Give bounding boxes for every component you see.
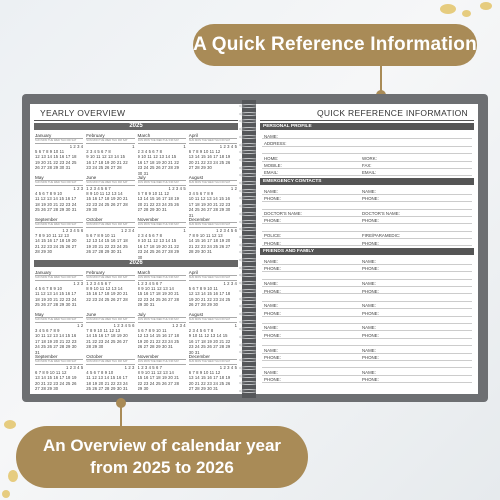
week-row: 1 [234,322,237,328]
bottom-banner-connector [120,402,122,428]
form-row [262,309,472,316]
month-name: March [137,270,151,275]
top-banner-text: A Quick Reference Information [193,34,477,55]
bottom-banner-line-1: An Overview of calendar year [42,436,282,455]
field-label: EMAIL: [264,170,279,176]
form-row [262,224,472,231]
weekday-header: SUN MON TUE WED THU FRI SAT [86,180,134,186]
week-row: 29 30 [86,207,98,213]
week-row: 19 20 21 22 23 24 25 [137,338,180,344]
gold-fleck [440,4,456,14]
month-name: November [137,217,159,222]
month-name: January [35,133,52,138]
field-label: DOCTOR'S NAME: [362,211,400,217]
week-row: 23 24 25 26 27 28 29 [137,249,180,255]
month-calendar [86,353,134,395]
week-row: 18 19 20 21 22 23 24 [86,380,128,386]
weekday-header: SUN MON TUE WED THU FRI SAT [189,222,237,228]
week-row: 11 12 13 14 15 16 17 [35,196,77,202]
week-row: 7 8 9 10 11 12 13 [188,232,223,238]
month-calendar [35,353,83,395]
weekday-header: SUN MON TUE WED THU FRI SAT [35,222,83,228]
week-row: 15 16 17 18 19 20 21 [137,375,180,381]
form-row [262,368,472,375]
week-row: 12 13 14 15 16 17 18 [188,291,231,297]
field-label: PHONE: [362,266,379,272]
week-row: 16 17 18 19 20 21 22 [137,243,180,249]
week-row: 22 23 24 25 26 27 28 [86,201,128,207]
field-label: PHONE: [264,377,281,383]
year-bar: 2025 [34,123,238,130]
gold-fleck [462,10,471,17]
field-label: PHONE: [264,266,281,272]
months-grid [30,132,242,258]
form-row [262,361,472,368]
month-calendar [86,216,134,258]
form-row [262,147,472,154]
weekday-header: SUN MON TUE WED THU FRI SAT [189,180,237,186]
week-row: 23 24 25 26 27 28 29 [188,344,231,350]
week-row: 1 2 3 4 5 6 7 [137,280,163,286]
field-label: DOCTOR'S NAME: [264,211,302,217]
month-name: October [86,354,103,359]
month-name: December [188,217,210,222]
field-label: NAME: [362,258,376,264]
week-row: 18 19 20 21 22 23 24 [35,296,77,302]
week-row: 28 29 30 31 [188,249,212,255]
week-row: 16 17 18 19 20 21 22 [86,159,128,165]
week-row: 7 8 9 10 11 12 13 [86,327,121,333]
month-calendar [35,216,83,258]
month-name: August [188,312,204,317]
month-name: February [86,270,105,275]
week-row: 1 2 3 4 [223,280,237,286]
week-row: 1 2 3 4 [172,322,186,328]
week-row: 24 25 26 27 28 29 30 [35,344,77,350]
weekday-header: SUN MON TUE WED THU FRI SAT [189,275,237,281]
spiral-binding [242,100,256,398]
month-name: February [86,133,105,138]
weekday-header: SUN MON TUE WED THU FRI SAT [138,180,186,186]
week-row: 20 21 22 23 24 25 26 [188,159,231,165]
week-row: 27 28 29 30 31 [137,207,167,213]
field-label: PHONE: [362,355,379,361]
month-name: October [86,217,103,222]
year-bar: 2026 [34,260,238,267]
form-row [262,139,472,146]
month-calendar [86,174,134,216]
week-row: 27 28 29 30 [188,165,212,171]
month-calendar [86,132,134,174]
week-row: 5 6 7 8 9 10 11 [137,327,167,333]
weekday-header: SUN MON TUE WED THU FRI SAT [189,359,237,365]
week-row: 1 2 [230,185,237,191]
form-row [262,280,472,287]
week-row: 23 24 25 26 27 28 [86,165,122,171]
week-row: 11 12 13 14 15 16 17 [86,375,128,381]
week-row: 29 30 31 [137,302,155,308]
field-label: NAME: [362,325,376,331]
form-row [262,376,472,383]
weekday-header: SUN MON TUE WED THU FRI SAT [138,359,186,365]
month-name: April [188,270,198,275]
weekday-header: SUN MON TUE WED THU FRI SAT [138,222,186,228]
field-label: MOBILE: [264,163,282,169]
weekday-header: SUN MON TUE WED THU FRI SAT [86,138,134,144]
month-calendar [138,216,186,258]
week-row: 1 2 3 4 5 6 7 [86,185,111,191]
week-row: 1 [183,227,186,233]
sections-container [256,123,478,383]
month-calendar [86,269,134,311]
week-row: 25 26 27 28 29 30 31 [35,207,77,213]
week-row: 7 8 9 10 11 12 13 [35,232,69,238]
week-row: 3 4 5 6 7 8 9 [188,190,214,196]
week-row: 29 30 [137,386,149,392]
form-row [262,331,472,338]
field-label: NAME: [264,258,278,264]
field-label: NAME: [264,347,278,353]
week-row: 23 24 25 26 27 28 29 [137,165,180,171]
month-calendar [138,311,186,353]
week-row: 4 5 6 7 8 9 10 [86,369,114,375]
field-label: PHONE: [264,240,281,246]
field-label: ADDRESS: [264,140,287,146]
month-calendar [189,216,237,258]
field-label: POLICE: [264,233,282,239]
week-row: 9 10 11 12 13 14 15 [188,333,228,339]
week-row: 21 22 23 24 25 26 27 [188,243,231,249]
month-name: December [188,354,210,359]
bottom-banner [16,426,308,488]
field-label: NAME: [264,369,278,375]
week-row: 31 [188,212,194,218]
week-row: 8 9 10 11 12 13 14 [86,285,123,291]
week-row: 1 2 3 4 5 [219,143,237,149]
month-calendar [189,132,237,174]
week-row: 2 3 4 5 6 7 8 [188,327,214,333]
week-row: 26 27 28 29 30 31 [137,344,173,350]
section-header: EMERGENCY CONTACTS [260,178,474,185]
field-label: NAME: [264,133,278,139]
week-row: 19 20 21 22 23 24 25 [86,243,128,249]
week-row: 2 3 4 5 6 7 8 [137,148,163,154]
field-label: NAME: [362,347,376,353]
week-row: 11 12 13 14 15 16 17 [35,291,77,297]
week-row: 6 7 8 9 10 11 12 [137,190,170,196]
field-label: WORK: [362,155,377,161]
month-calendar [189,311,237,353]
weekday-header: SUN MON TUE WED THU FRI SAT [138,275,186,281]
form-row [262,169,472,176]
month-name: August [188,175,204,180]
gold-fleck [4,420,16,429]
month-calendar [189,174,237,216]
months-grid [30,269,242,395]
week-row: 20 21 22 23 24 25 26 [188,380,231,386]
weekday-header: SUN MON TUE WED THU FRI SAT [35,138,83,144]
field-label: PHONE: [264,288,281,294]
field-label: PHONE: [362,240,379,246]
week-row: 1 2 3 4 [69,143,84,149]
month-calendar [35,132,83,174]
week-row: 3 4 5 6 7 8 9 [35,327,60,333]
form-row [262,210,472,217]
week-row: 22 23 24 25 26 27 28 [137,380,180,386]
week-row: 13 14 15 16 17 18 19 [137,196,180,202]
field-label: PHONE: [362,377,379,383]
week-row: 10 11 12 13 14 15 16 [35,333,77,339]
week-row: 17 18 19 20 21 22 23 [188,201,231,207]
week-row: 10 11 12 13 14 15 16 [188,196,231,202]
page-title: QUICK REFERENCE INFORMATION [260,104,474,121]
month-name: May [35,312,44,317]
month-calendar [189,353,237,395]
week-row: 21 22 23 24 25 26 27 [86,338,128,344]
week-row: 1 2 3 4 [120,227,135,233]
weekday-header: SUN MON TUE WED THU FRI SAT [189,317,237,323]
week-row: 28 29 30 [35,249,53,255]
field-label: PHONE: [362,310,379,316]
form-row [262,287,472,294]
week-row: 8 9 10 11 12 13 14 [137,369,174,375]
week-row: 4 5 6 7 8 9 10 [35,285,63,291]
month-name: January [35,270,52,275]
section-header: PERSONAL PROFILE [260,123,474,130]
week-row: 25 26 27 28 29 30 31 [86,386,128,392]
week-row: 16 17 18 19 20 21 22 [188,338,231,344]
month-calendar [138,174,186,216]
week-row: 26 27 28 29 30 [188,302,219,308]
month-calendar [86,311,134,353]
weekday-header: SUN MON TUE WED THU FRI SAT [86,222,134,228]
week-row: 12 13 14 15 16 17 18 [35,154,77,160]
week-row: 28 29 30 [86,344,104,350]
weekday-header: SUN MON TUE WED THU FRI SAT [138,317,186,323]
week-row: 1 [132,143,135,149]
form-row [262,294,472,301]
week-row: 1 2 3 4 5 6 [62,227,84,233]
form-row [262,195,472,202]
form-row [262,187,472,194]
week-row: 1 2 [77,322,84,328]
month-name: April [188,133,198,138]
week-row: 2 3 4 5 6 7 8 [137,232,163,238]
weekday-header: SUN MON TUE WED THU FRI SAT [35,180,83,186]
month-name: September [35,217,58,222]
field-label: NAME: [362,303,376,309]
weekday-header: SUN MON TUE WED THU FRI SAT [86,275,134,281]
form-row [262,202,472,209]
week-row: 15 16 17 18 19 20 21 [137,291,180,297]
week-row: 8 9 10 11 12 13 14 [137,285,174,291]
field-label: PHONE: [362,332,379,338]
quick-reference-page [256,104,478,394]
week-row: 19 20 21 22 23 24 25 [188,296,231,302]
bottom-banner-line-2: from 2025 to 2026 [90,458,234,477]
field-label: PHONE: [264,310,281,316]
month-name: May [35,175,44,180]
form-row [262,217,472,224]
gold-fleck [2,490,10,498]
field-label: FAX: [362,163,372,169]
form-row [262,265,472,272]
form-row [262,239,472,246]
week-row: 1 2 3 4 5 [219,364,237,370]
month-name: July [137,312,146,317]
week-row: 15 16 17 18 19 20 21 [86,291,128,297]
field-label: NAME: [362,369,376,375]
week-row: 1 2 3 [124,364,135,370]
field-label: PHONE: [264,196,281,202]
week-row: 18 19 20 21 22 23 24 [35,201,77,207]
week-row: 9 10 11 12 13 14 15 [137,238,177,244]
week-row: 5 6 7 8 9 10 11 [188,285,218,291]
field-label: PHONE: [264,218,281,224]
week-row: 25 26 27 28 29 30 31 [35,302,77,308]
week-row: 31 [35,349,40,355]
field-label: NAME: [264,188,278,194]
week-row: 1 2 3 4 5 6 [113,322,135,328]
week-row: 13 14 15 16 17 18 19 [188,154,231,160]
week-row: 30 31 [188,349,200,355]
page-title: YEARLY OVERVIEW [34,104,238,121]
month-name: March [137,133,151,138]
section-header: FRIENDS AND FAMILY [260,248,474,255]
week-row: 9 10 11 12 13 14 15 [86,154,126,160]
weekday-header: SUN MON TUE WED THU FRI SAT [35,359,83,365]
month-name: June [86,175,97,180]
form-row [262,232,472,239]
month-name: June [86,312,97,317]
week-row: 2 3 4 5 6 7 8 [86,148,111,154]
week-row: 14 15 16 17 18 19 20 [86,333,128,339]
form-row [262,132,472,139]
form-row [262,324,472,331]
week-row: 17 18 19 20 21 22 23 [35,338,77,344]
weekday-header: SUN MON TUE WED THU FRI SAT [189,138,237,144]
weekday-header: SUN MON TUE WED THU FRI SAT [86,317,134,323]
month-calendar [35,174,83,216]
week-row: 6 7 8 9 10 11 12 [35,369,67,375]
form-row [262,317,472,324]
field-label: PHONE: [362,288,379,294]
month-name: November [137,354,159,359]
month-calendar [138,132,186,174]
gold-fleck [480,2,492,10]
month-calendar [138,269,186,311]
month-calendar [35,311,83,353]
weekday-header: SUN MON TUE WED THU FRI SAT [35,317,83,323]
form-row [262,302,472,309]
week-row: 22 23 24 25 26 27 28 [137,296,180,302]
week-row: 14 15 16 17 18 19 20 [35,238,77,244]
field-label: NAME: [362,281,376,287]
week-row: 12 13 14 15 16 17 18 [86,238,128,244]
week-row: 21 22 23 24 25 26 27 [35,243,77,249]
form-row [262,339,472,346]
form-row [262,257,472,264]
weekday-header: SUN MON TUE WED THU FRI SAT [86,359,134,365]
week-row: 1 2 3 [73,280,84,286]
week-row: 27 28 29 30 31 [188,386,219,392]
week-row: 5 6 7 8 9 10 11 [35,148,65,154]
field-label: EMAIL: [362,170,377,176]
week-row: 6 7 8 9 10 11 12 [188,369,221,375]
week-row: 1 2 3 [73,185,84,191]
form-row [262,154,472,161]
week-row: 22 23 24 25 26 27 28 [86,296,128,302]
field-label: PHONE: [362,218,379,224]
week-row: 30 [137,254,143,260]
week-row: 5 6 7 8 9 10 11 [86,232,116,238]
field-label: NAME: [264,325,278,331]
field-label: FIRE/PARAMEDIC: [362,233,401,239]
field-label: NAME: [264,281,278,287]
month-calendar [35,269,83,311]
month-calendar [138,353,186,395]
field-label: HOME: [264,155,279,161]
week-row: 16 17 18 19 20 21 22 [137,159,180,165]
week-row: 19 20 21 22 23 24 25 [35,159,77,165]
week-row: 27 28 29 30 [35,386,59,392]
form-row [262,354,472,361]
week-row: 20 21 22 23 24 25 26 [137,201,180,207]
form-row [262,346,472,353]
gold-fleck [8,470,18,482]
weekday-header: SUN MON TUE WED THU FRI SAT [138,138,186,144]
month-name: July [137,175,146,180]
week-row: 13 14 15 16 17 18 19 [35,375,77,381]
week-row: 13 14 15 16 17 18 19 [188,375,231,381]
yearly-overview-page [30,104,242,394]
month-name: September [35,354,58,359]
week-row: 1 [183,143,186,149]
week-row: 14 15 16 17 18 19 20 [188,238,231,244]
week-row: 26 27 28 29 30 31 [35,165,71,171]
years-container [30,123,242,395]
week-row: 1 2 3 4 5 6 [216,227,237,233]
week-row: 6 7 8 9 10 11 12 [188,148,221,154]
top-banner [193,24,477,66]
week-row: 1 2 3 4 5 [168,185,186,191]
week-row: 12 13 14 15 16 17 18 [137,333,180,339]
week-row: 9 10 11 12 13 14 15 [137,154,177,160]
week-row: 1 2 3 4 5 6 7 [137,364,163,370]
field-label: PHONE: [264,355,281,361]
week-row: 24 25 26 27 28 29 30 [188,207,231,213]
week-row: 26 27 28 29 30 31 [86,249,122,255]
week-row: 20 21 22 23 24 25 26 [35,380,77,386]
week-row: 4 5 6 7 8 9 10 [35,190,63,196]
week-row: 1 2 3 4 5 [66,364,84,370]
week-row: 15 16 17 18 19 20 21 [86,196,128,202]
month-calendar [189,269,237,311]
weekday-header: SUN MON TUE WED THU FRI SAT [35,275,83,281]
field-label: PHONE: [362,196,379,202]
week-row: 30 31 [137,170,149,176]
week-row: 8 9 10 11 12 13 14 [86,190,123,196]
form-row [262,162,472,169]
form-row [262,272,472,279]
week-row: 1 2 3 4 5 6 7 [86,280,111,286]
field-label: NAME: [362,188,376,194]
field-label: NAME: [264,303,278,309]
field-label: PHONE: [264,332,281,338]
